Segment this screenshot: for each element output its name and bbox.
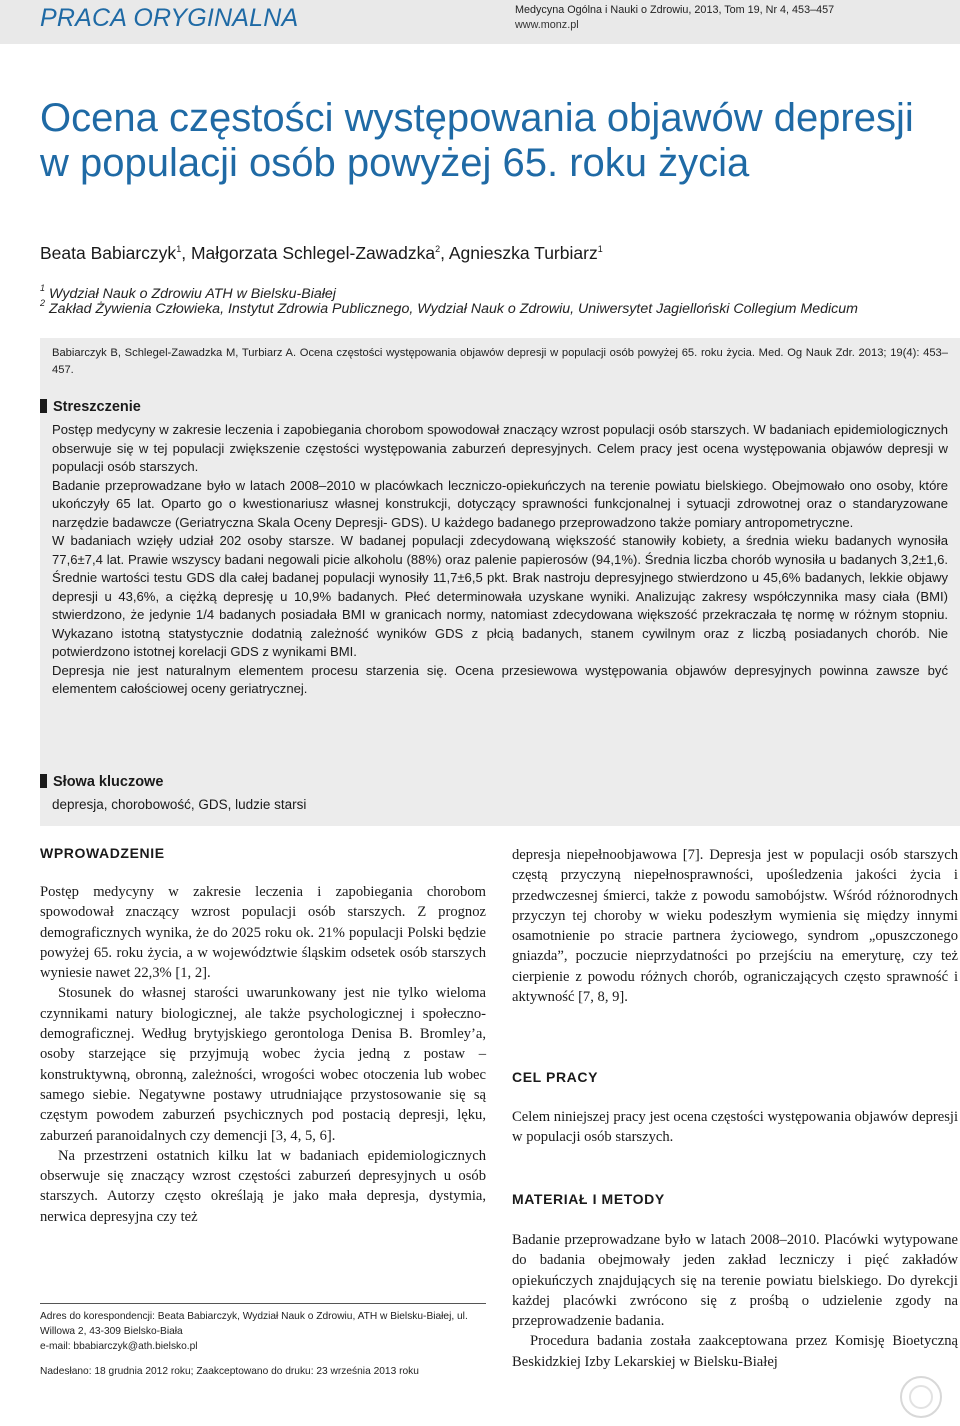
journal-citation: Medycyna Ogólna i Nauki o Zdrowiu, 2013, Tom 19, Nr 4, 453–457 (515, 4, 835, 16)
abstract-paragraph: W badaniach wzięły udział 202 osoby starsze. W badanej populacji zdecydowaną większość stanowiły kobiety, a średnia wieku badanych wynosiła 77,6±7,4 lat. Prawie wszyscy badani negowali picie alkoholu (88%) oraz palenie papierosów (94,1%). Średnia liczba chorób wynosiła u badanych 3,2±1,6. Średnie wartości testu GDS dla całej badanej populacji wynosiły 11,7±6,5 pkt. Brak nastroju depresyjnego stwierdzono u 45,6% badanych, lekkie objawy depresji u 43,6%, a ciężką depresję u 10,9% badanych. Płeć determinowała uzyskane wyniki. Analizując zakresy współczynnika masy ciała (BMI) stwierdzono, że jedynie 1/4 badanych posiadała BMI w granicach normy, natomiast zdecydowana większość przekraczała tę normę w różnym stopniu. Wykazano istotną statystycznie dodatnią zależność wyników GDS z płcią badanych, stanem cywilnym oraz z liczbą posiadanych chorób. Nie potwierdzono istotnej korelacji GDS z wynikami BMI. (52, 533, 948, 659)
citation: Babiarczyk B, Schlegel-Zawadzka M, Turbiarz A. Ocena częstości występowania objawów depresji w populacji osób powyżej 65. roku życia. Med. Og Nauk Zdr. 2013; 19(4): 453–457. (52, 347, 948, 376)
article-title: Ocena częstości występowania objawów depresji w populacji osób powyżej 65. roku życia (40, 96, 914, 185)
author-list (40, 243, 940, 264)
footnote-rule (40, 1303, 486, 1304)
heading-marker (40, 399, 47, 413)
affiliation-number: 1 (40, 283, 46, 293)
body-paragraph: Postęp medycyny w zakresie leczenia i zapobiegania chorobom spowodował znaczący wzrost populacji osób starszych. Z prognoz demograficznych wynika, że do 2025 roku ok. 21% populacji Polski będzie powyżej 65. roku życia, a w województwie śląskim odsetek osób starszych wyniesie nawet 22,3% [1, 2]. (40, 884, 486, 982)
journal-url[interactable]: www.monz.pl (515, 19, 579, 31)
heading-marker (40, 774, 47, 788)
author-name: Beata Babiarczyk (40, 243, 177, 263)
correspondence-address: Adres do korespondencji: Beata Babiarczyk, Wydział Nauk o Zdrowiu, ATH w Bielsku-Białej, ul. Willowa 2, 43-309 Bielsko-Biała (40, 1311, 468, 1337)
abstract-heading-text: Streszczenie (53, 399, 141, 415)
author-name: Agnieszka Turbiarz (448, 243, 598, 263)
abstract-paragraph: Depresja nie jest naturalnym elementem procesu starzenia się. Ocena przesiewowa występowania objawów depresyjnych powinna zawsze być elementem całościowej oceny geriatrycznej. (52, 662, 948, 696)
publisher-logo-icon (898, 1374, 944, 1420)
section-label: PRACA ORYGINALNA (40, 4, 299, 32)
author-affiliation-ref: 1 (597, 244, 603, 254)
keywords: depresja, chorobowość, GDS, ludzie starsi (52, 797, 307, 812)
section-heading-methods: MATERIAŁ I METODY (512, 1191, 665, 1207)
keywords-heading-text: Słowa kluczowe (53, 774, 164, 790)
affiliation (40, 293, 940, 320)
submission-dates: Nadesłano: 18 grudnia 2012 roku; Zaakceptowano do druku: 23 września 2013 roku (40, 1366, 419, 1377)
author-separator: , (440, 243, 449, 263)
keywords-heading (40, 774, 163, 790)
section-heading-aim: CEL PRACY (512, 1069, 599, 1085)
abstract-body (52, 421, 948, 699)
abstract-paragraph: Badanie przeprowadzane było w latach 2008–2010 w placówkach leczniczo-opiekuńczych na terenie powiatu bielskiego. Obejmowało ono osoby, które ukończyły 65 lat. Oparto go o kwestionariusz własnej konstrukcji, dotyczący sprawności funkcjonalnej i sytuacji zdrowotnej oraz o standaryzowane narzędzie badawcze (Geriatryczna Skala Oceny Depresji- GDS). U każdego badanego przeprowadzono także pomiary antropometryczne. (52, 477, 948, 530)
journal-info (515, 3, 955, 33)
abstract-paragraph: Postęp medycyny w zakresie leczenia i zapobiegania chorobom spowodował znaczący wzrost populacji osób starszych. W badaniach epidemiologicznych obserwuje się w tej populacji zwiększenie częstości występowania zaburzeń depresyjnych. Celem pracy jest ocena występowania objawów depresji w populacji osób starszych. (52, 422, 948, 474)
body-paragraph: Stosunek do własnej starości uwarunkowany jest nie tylko wieloma czynnikami natury biologicznej, ale także psychologicznej i społeczno-demograficznej. Według brytyjskiego gerontologa Denisa B. Bromley’a, osoby starzejące się przyjmują wobec życia jedną z postaw – konstruktywną, obronną, zależności, wrogości wobec otoczenia lub wobec samego siebie. Negatywne postawy utrudniające przystosowanie się są częstym powodem zaburzeń psychicznych pod postacią depresji, lęku, zaburzeń paranoidalnych czy demencji [3, 4, 5, 6]. (40, 985, 486, 1144)
author-affiliation-ref: 1 (176, 244, 182, 254)
body-paragraph: depresja niepełnoobjawowa [7]. Depresja jest w populacji osób starszych częstą przyczyną niepełnosprawności, upośledzenia jakości życia i przedwczesnej śmierci, także z powodu samobójstw. Wśród różnorodnych przyczyn tej choroby w wieku podeszłym wymienia się między innymi osamotnienie po stracie partnera życiowego, syndrom „opuszczonego gniazda”, poczucie nieprzydatności po przejściu na emeryturę, czy też cierpienie z powodu różnych chorób, ograniczających często sprawność i aktywność [7, 8, 9]. (512, 847, 958, 1006)
right-column-continuation (512, 845, 958, 1007)
body-paragraph: Celem niniejszej pracy jest ocena częstości występowania objawów depresji w populacji osób starszych. (512, 1109, 958, 1146)
aim-section (512, 1107, 958, 1148)
body-paragraph: Procedura badania została zaakceptowana przez Komisję Bioetyczną Beskidzkiej Izby Lekarskiej w Bielsku-Białej (512, 1333, 958, 1370)
footnote (40, 1309, 490, 1379)
section-heading-intro: WPROWADZENIE (40, 845, 165, 861)
author-affiliation-ref: 2 (435, 244, 441, 254)
affiliation-number: 2 (40, 298, 46, 308)
affiliation-text: Wydział Nauk o Zdrowiu ATH w Bielsku-Białej (48, 286, 336, 302)
body-paragraph: Na przestrzeni ostatnich kilku lat w badaniach epidemiologicznych obserwuje się znaczący wzrost częstości zaburzeń depresyjnych u osób starszych. Autorzy często określają je jako mała depresja, dystymia, nerwica depresyjna czy też (40, 1147, 486, 1225)
author-separator: , (181, 243, 191, 263)
body-paragraph: Badanie przeprowadzane było w latach 2008–2010. Placówki wytypowane do badania obejmowały jeden zakład leczniczy i pięć zakładów opiekuńczych znajdujących się na terenie powiatu bielskiego. Do dyrekcji każdej placówki zwrócono się z prośbą o udzielenie zgody na przeprowadzenie badania. (512, 1232, 958, 1330)
author-name: Małgorzata Schlegel-Zawadzka (190, 243, 436, 263)
methods-section (512, 1230, 958, 1372)
affiliation-text: Zakład Żywienia Człowieka, Instytut Zdrowia Publicznego, Wydział Nauk o Zdrowiu, Uniwersytet Jagielloński Collegium Medicum (48, 301, 858, 317)
abstract-heading (40, 399, 141, 415)
correspondence-email[interactable]: e-mail: bbabiarczyk@ath.bielsko.pl (40, 1341, 198, 1352)
left-column (40, 882, 486, 1227)
